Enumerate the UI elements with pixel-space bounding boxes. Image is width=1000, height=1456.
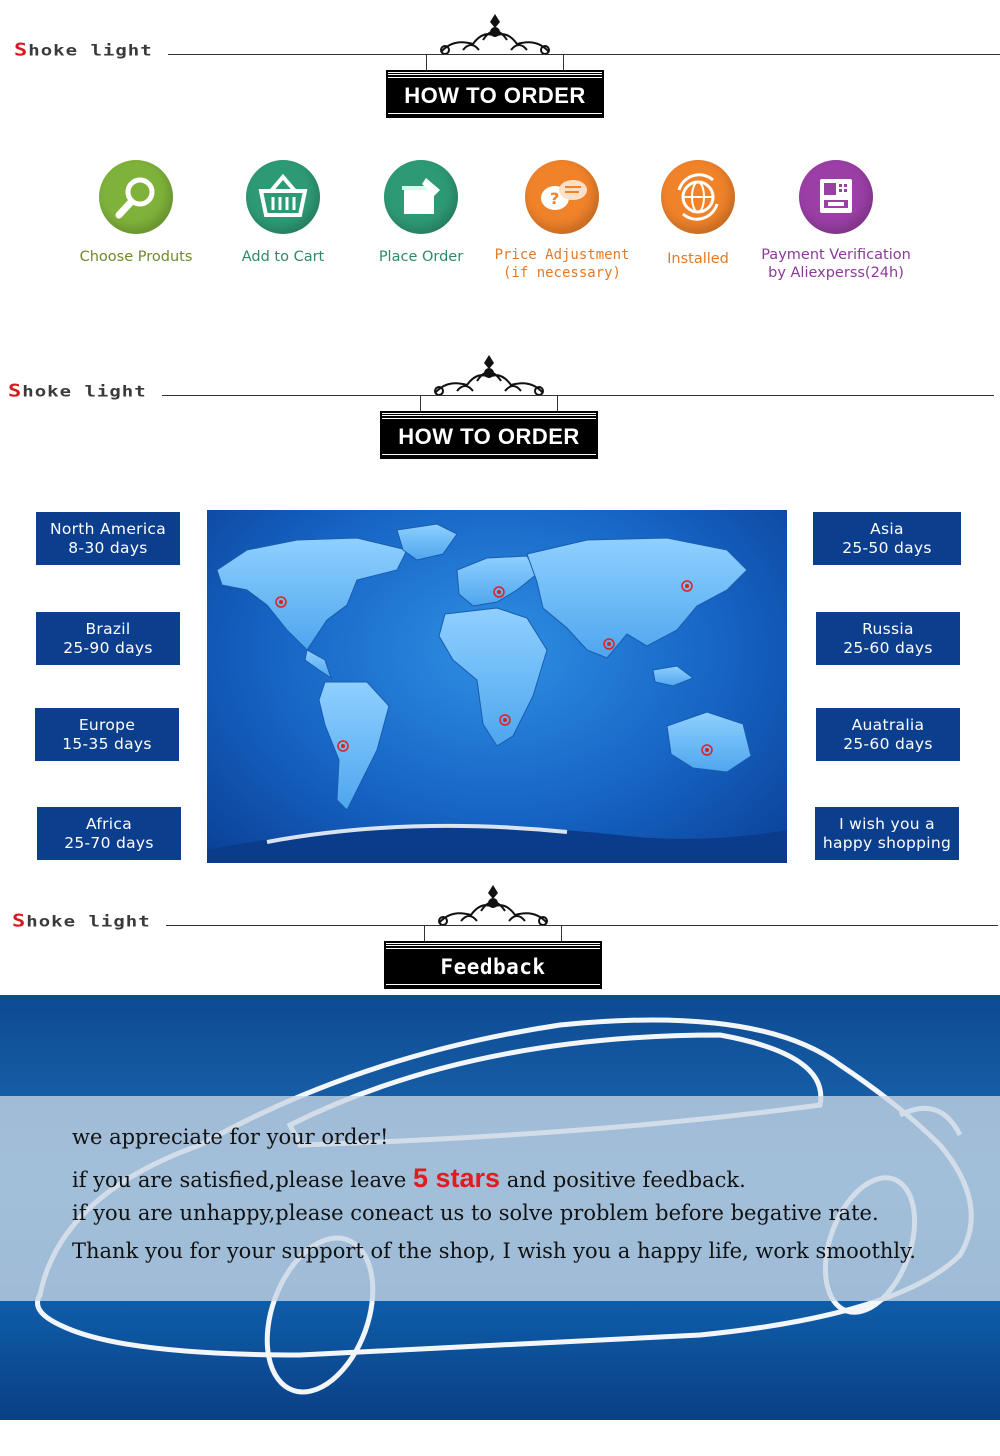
basket-icon	[246, 160, 320, 234]
brand-logo: Shoke light	[8, 381, 147, 402]
document-icon	[384, 160, 458, 234]
brand-logo: Shoke light	[14, 40, 153, 61]
shipping-russia: Russia 25-60 days	[816, 612, 960, 665]
crown-ornament-icon	[427, 351, 551, 397]
five-stars-text: 5 stars	[412, 1163, 501, 1193]
step-label: Price Adjustment (if necessary)	[494, 247, 630, 281]
header-divider	[168, 54, 1000, 55]
search-icon	[99, 160, 173, 234]
step-label: Installed	[667, 251, 729, 267]
step-add-to-cart	[203, 160, 363, 266]
title-stand	[420, 395, 558, 413]
feedback-line-2: if you are satisfied,please leave 5 stars and positive feedback.	[72, 1163, 746, 1193]
step-installed	[618, 160, 778, 268]
section-title: HOW TO ORDER	[382, 413, 596, 457]
section-header-shipping	[0, 351, 1000, 471]
shipping-africa: Africa 25-70 days	[37, 807, 181, 860]
chat-icon	[525, 160, 599, 234]
section-title: HOW TO ORDER	[388, 72, 602, 116]
title-stand	[426, 54, 564, 72]
step-choose-products	[56, 160, 216, 266]
feedback-line-1: we appreciate for your order!	[72, 1125, 389, 1149]
shipping-europe: Europe 15-35 days	[35, 708, 179, 761]
step-place-order	[341, 160, 501, 266]
shipping-north-america: North America 8-30 days	[36, 512, 180, 565]
crown-ornament-icon	[433, 10, 557, 56]
step-payment-verification	[756, 160, 916, 282]
header-divider	[162, 395, 994, 396]
atm-icon	[799, 160, 873, 234]
shipping-asia: Asia 25-50 days	[813, 512, 961, 565]
step-label: Place Order	[378, 249, 464, 265]
brand-logo: Shoke light	[12, 911, 151, 932]
shipping-brazil: Brazil 25-90 days	[36, 612, 180, 665]
svg-text:?: ?	[550, 189, 560, 208]
header-divider	[166, 925, 998, 926]
section-header-feedback	[0, 881, 1000, 1001]
shipping-australia: Auatralia 25-60 days	[816, 708, 960, 761]
world-map-icon	[207, 510, 787, 863]
step-label: Add to Cart	[241, 249, 325, 265]
section-header-order	[0, 10, 1000, 130]
title-stand	[424, 925, 562, 943]
feedback-banner	[0, 995, 1000, 1420]
step-label: Choose Produts	[79, 249, 193, 265]
feedback-line-4: Thank you for your support of the shop, I wish you a happy life, work smoothly.	[72, 1239, 916, 1263]
wish-box: I wish you a happy shopping	[815, 807, 959, 860]
step-label: Payment Verification by Aliexperss(24h)	[761, 247, 911, 281]
globe-icon	[661, 160, 735, 234]
section-title: Feedback	[386, 943, 600, 987]
world-map	[207, 510, 787, 863]
feedback-line-3: if you are unhappy,please coneact us to solve problem before begative rate.	[72, 1201, 879, 1225]
crown-ornament-icon	[431, 881, 555, 927]
